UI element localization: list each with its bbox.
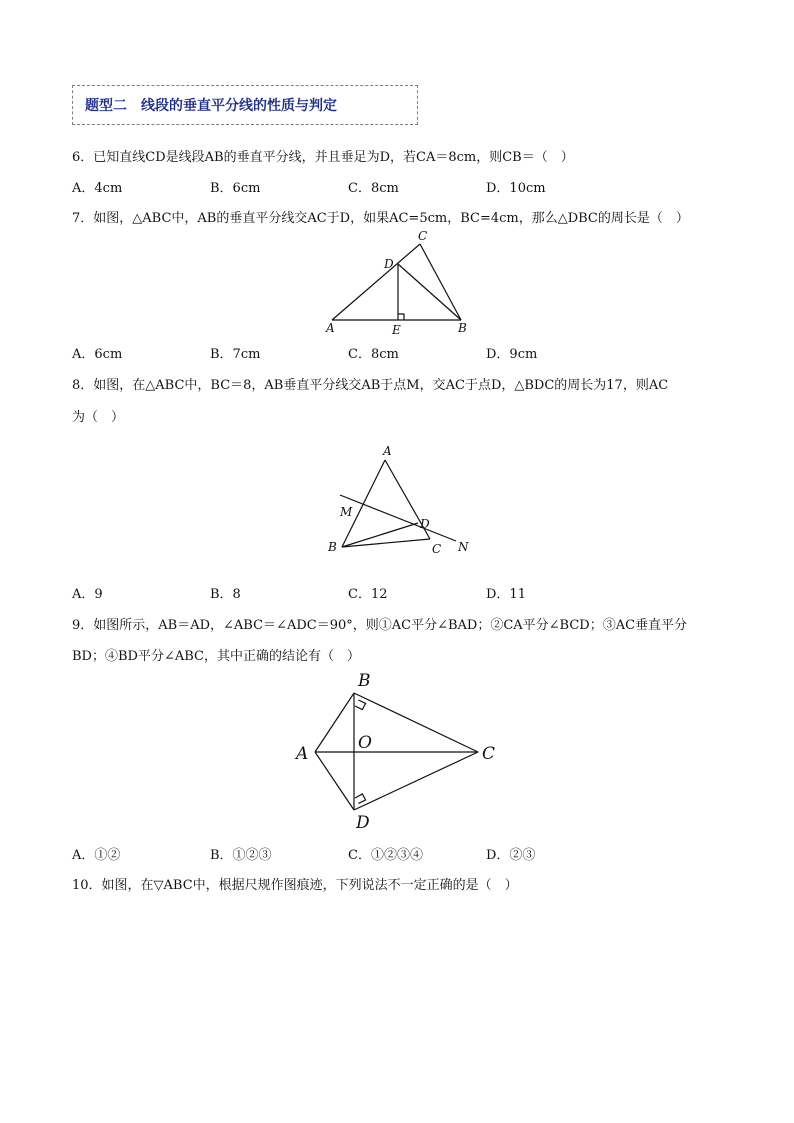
q8-label-m: M [340, 505, 353, 519]
question-7-text: 7．如图，△ABC中，AB的垂直平分线交AC于D，如果AC=5cm，BC=4cm，那么△DBC的周长是（ ） [72, 211, 689, 226]
q8-option-d[interactable]: D．11 [486, 587, 526, 602]
q7-option-a[interactable]: A．6cm [72, 347, 123, 362]
question-8-text-line1: 8．如图，在△ABC中，BC＝8，AB垂直平分线交AB于点M，交AC于点D，△BDC的周长为17，则AC [72, 378, 669, 393]
q6-option-b[interactable]: B．6cm [210, 181, 261, 196]
q7-label-c: C [418, 229, 428, 243]
section-title: 题型二 线段的垂直平分线的性质与判定 [85, 98, 337, 114]
q8-label-a: A [383, 444, 392, 458]
q6-option-a[interactable]: A．4cm [72, 181, 123, 196]
q9-option-a[interactable]: A．①② [72, 848, 121, 863]
q7-label-d: D [384, 257, 394, 271]
q8-label-b: B [328, 540, 337, 554]
q8-segment-ab [342, 460, 385, 547]
q7-option-b[interactable]: B．7cm [210, 347, 261, 362]
q9-segment-bc [354, 693, 478, 752]
q9-right-angle-mark-d [355, 794, 366, 803]
question-6-text: 6．已知直线CD是线段AB的垂直平分线，并且垂足为D，若CA＝8cm，则CB＝（ ） [72, 150, 574, 165]
question-9-text-line1: 9．如图所示，AB＝AD，∠ABC＝∠ADC＝90°，则①AC平分∠BAD；②CA平分∠BCD；③AC垂直平分 [72, 618, 688, 633]
q8-option-b[interactable]: B．8 [210, 587, 241, 602]
q9-label-d: D [356, 813, 370, 833]
q9-label-b: B [358, 671, 371, 691]
q7-option-d[interactable]: D．9cm [486, 347, 538, 362]
q9-label-a: A [296, 744, 309, 764]
question-9-text-line2: BD；④BD平分∠ABC，其中正确的结论有（ ） [72, 649, 360, 664]
q8-option-a[interactable]: A．9 [72, 587, 103, 602]
q8-perpendicular-bisector-mn [340, 495, 456, 541]
question-8-text-line2: 为（ ） [72, 410, 125, 425]
q7-segment-bc [420, 244, 461, 320]
q9-label-o: O [358, 733, 372, 753]
q6-option-c[interactable]: C．8cm [348, 181, 399, 196]
q9-option-d[interactable]: D．②③ [486, 848, 536, 863]
q8-label-n: N [458, 540, 469, 554]
q8-triangle-figure [322, 440, 472, 560]
q8-label-d: D [420, 517, 430, 531]
q9-option-c[interactable]: C．①②③④ [348, 848, 423, 863]
q7-option-c[interactable]: C．8cm [348, 347, 399, 362]
question-10-text: 10．如图，在▽ABC中，根据尺规作图痕迹，下列说法不一定正确的是（ ） [72, 878, 518, 893]
q9-option-b[interactable]: B．①②③ [210, 848, 272, 863]
q6-option-d[interactable]: D．10cm [486, 181, 546, 196]
q7-label-e: E [392, 323, 401, 337]
q7-label-b: B [458, 321, 467, 335]
q7-label-a: A [326, 321, 335, 335]
q7-segment-db [398, 264, 461, 320]
q7-segment-ac [332, 244, 420, 320]
q9-kite-figure [292, 666, 502, 836]
q9-segment-ab [315, 693, 354, 752]
q9-segment-da [315, 752, 354, 810]
section-header-box [72, 85, 418, 125]
q7-right-angle-mark [398, 314, 404, 320]
q8-label-c: C [432, 542, 442, 556]
q8-option-c[interactable]: C．12 [348, 587, 388, 602]
q7-triangle-figure [320, 228, 480, 340]
q9-segment-cd [354, 752, 478, 810]
q9-right-angle-mark-b [355, 700, 366, 710]
q9-label-c: C [482, 744, 496, 764]
